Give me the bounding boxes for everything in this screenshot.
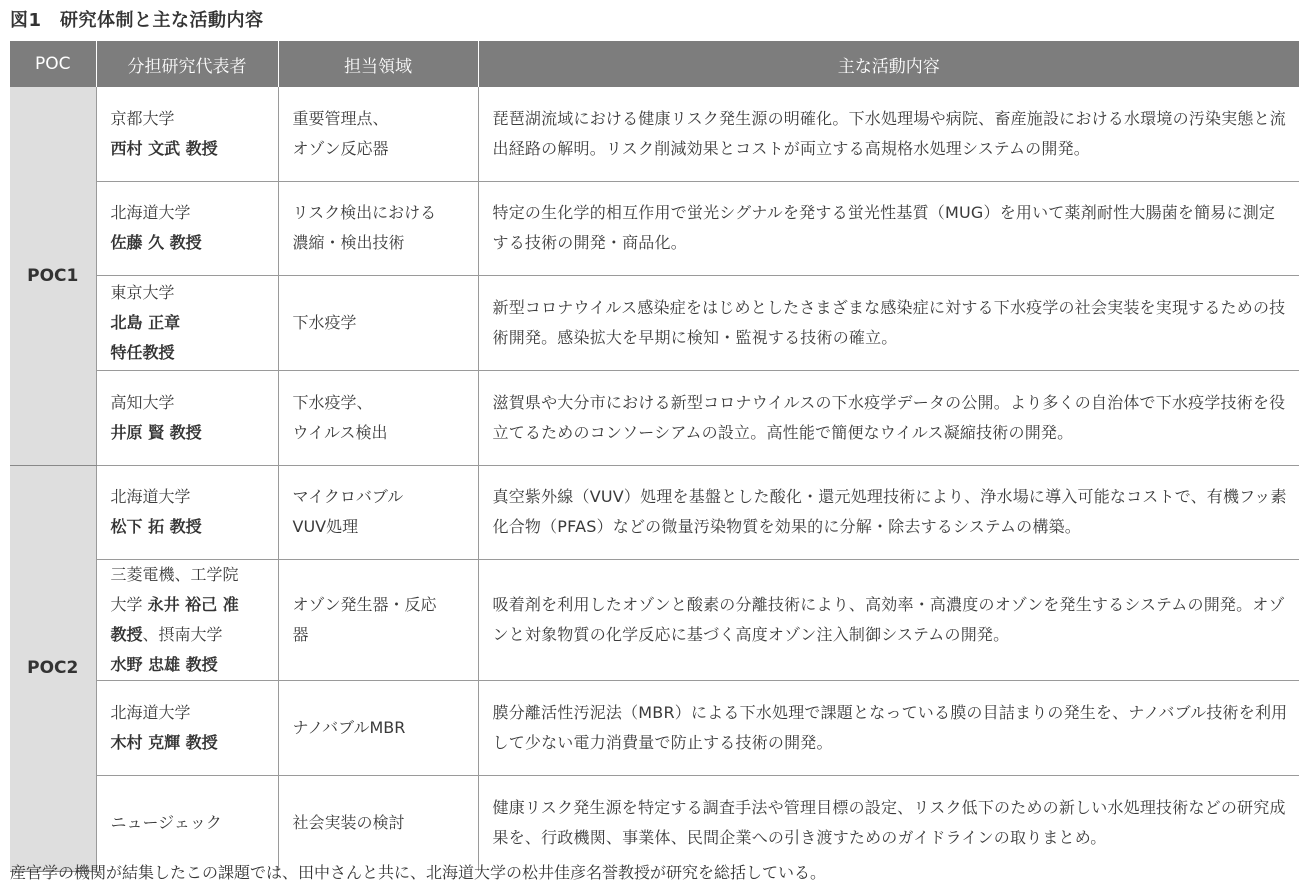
table-row <box>10 775 1299 871</box>
activity-cell: 特定の生化学的相互作用で蛍光シグナルを発する蛍光性基質（MUG）を用いて薬剤耐性大腸菌を簡易に測定する技術の開発・商品化。 <box>478 181 1299 275</box>
rep-line <box>111 620 264 650</box>
figure-caption: 産官学の機関が結集したこの課題では、田中さんと共に、北海道大学の松井佳彦名誉教授が研究を総括している。 <box>10 863 827 882</box>
rep-line-name: 教授 <box>110 624 143 644</box>
activity-cell: 新型コロナウイルス感染症をはじめとしたさまざまな感染症に対する下水疫学の社会実装を実現するための技術開発。感染拡大を早期に検知・監視する技術の確立。 <box>478 275 1299 370</box>
area-line: リスク検出における <box>292 203 437 222</box>
activity-cell: 健康リスク発生源を特定する調査手法や管理目標の設定、リスク低下のための新しい水処理技術などの研究成果を、行政機関、事業体、民間企業への引き渡すためのガイドラインの取りまとめ。 <box>478 775 1299 871</box>
representative-name: 北島 正章 <box>110 312 181 332</box>
research-structure-table <box>10 41 1299 872</box>
representative-cell <box>96 181 278 275</box>
institution: 高知大学 <box>110 392 175 412</box>
header-area: 担当領域 <box>278 41 478 87</box>
area-cell <box>278 465 478 559</box>
area-line: VUV処理 <box>292 517 359 536</box>
poc2-label: POC2 <box>10 465 96 871</box>
area-line: オゾン発生器・反応 <box>292 594 437 614</box>
representative-name: 木村 克輝 教授 <box>110 732 218 752</box>
institution: 北海道大学 <box>110 203 191 222</box>
institution: 北海道大学 <box>110 702 191 722</box>
institution: 東京大学 <box>110 282 175 302</box>
area-line: オゾン反応器 <box>292 138 389 158</box>
area-line: 下水疫学 <box>292 312 357 332</box>
table-row <box>10 370 1299 465</box>
rep-line-name: 水野 忠雄 教授 <box>110 654 218 674</box>
table-row <box>10 559 1299 680</box>
representative-cell <box>96 465 278 559</box>
representative-cell <box>96 87 278 181</box>
area-cell <box>278 559 478 680</box>
area-cell <box>278 370 478 465</box>
area-cell <box>278 775 478 871</box>
table-row <box>10 680 1299 775</box>
rep-line <box>111 650 264 680</box>
rep-line <box>111 560 264 590</box>
area-line: ナノバブルMBR <box>292 717 406 737</box>
table-row <box>10 465 1299 559</box>
institution: 京都大学 <box>110 108 175 128</box>
rep-line <box>111 590 264 620</box>
representative-name: 西村 文武 教授 <box>110 138 218 158</box>
area-cell <box>278 87 478 181</box>
header-activity: 主な活動内容 <box>478 41 1299 87</box>
area-line: 重要管理点、 <box>292 108 389 128</box>
table-header-row <box>10 41 1299 87</box>
representative-cell <box>96 370 278 465</box>
representative-name: 井原 賢 教授 <box>110 422 202 442</box>
poc1-label: POC1 <box>10 87 96 465</box>
activity-cell: 真空紫外線（VUV）処理を基盤とした酸化・還元処理技術により、浄水場に導入可能なコストで、有機フッ素化合物（PFAS）などの微量汚染物質を効果的に分解・除去するシステムの構築。 <box>478 465 1299 559</box>
header-poc: POC <box>10 41 96 87</box>
area-line: 濃縮・検出技術 <box>292 233 405 252</box>
institution: 北海道大学 <box>110 487 191 506</box>
institution: ニュージェック <box>110 813 222 833</box>
figure-title: 図1 研究体制と主な活動内容 <box>10 10 264 31</box>
representative-cell <box>96 680 278 775</box>
area-line: マイクロバブル <box>292 487 404 506</box>
representative-name: 佐藤 久 教授 <box>110 233 202 252</box>
area-line: 社会実装の検討 <box>292 813 405 833</box>
rep-line-text: 三菱電機、工学院 <box>110 564 239 584</box>
area-cell <box>278 181 478 275</box>
rep-line-text: 大学 <box>110 594 148 614</box>
activity-cell: 吸着剤を利用したオゾンと酸素の分離技術により、高効率・高濃度のオゾンを発生するシステムの開発。オゾンと対象物質の化学反応に基づく高度オゾン注入制御システムの開発。 <box>478 559 1299 680</box>
activity-cell: 滋賀県や大分市における新型コロナウイルスの下水疫学データの公開。より多くの自治体で下水疫学技術を役立てるためのコンソーシアムの設立。高性能で簡便なウイルス凝縮技術の開発。 <box>478 370 1299 465</box>
representative-title: 特任教授 <box>110 342 175 362</box>
header-representative: 分担研究代表者 <box>96 41 278 87</box>
area-line: ウイルス検出 <box>292 422 388 442</box>
table-row <box>10 87 1299 181</box>
table-row <box>10 275 1299 370</box>
area-cell <box>278 275 478 370</box>
representative-name: 松下 拓 教授 <box>110 517 202 536</box>
representative-cell <box>96 775 278 871</box>
activity-cell: 膜分離活性汚泥法（MBR）による下水処理で課題となっている膜の目詰まりの発生を、ナノバブル技術を利用して少ない電力消費量で防止する技術の開発。 <box>478 680 1299 775</box>
representative-cell <box>96 275 278 370</box>
area-cell <box>278 680 478 775</box>
area-line: 下水疫学、 <box>292 392 373 412</box>
rep-line-name: 永井 裕己 准 <box>147 594 239 614</box>
rep-line-text: 、摂南大学 <box>142 624 223 644</box>
representative-cell <box>96 559 278 680</box>
activity-cell: 琵琶湖流域における健康リスク発生源の明確化。下水処理場や病院、畜産施設における水環境の汚染実態と流出経路の解明。リスク削減効果とコストが両立する高規格水処理システムの開発。 <box>478 87 1299 181</box>
table-row <box>10 181 1299 275</box>
area-line: 器 <box>292 624 309 644</box>
